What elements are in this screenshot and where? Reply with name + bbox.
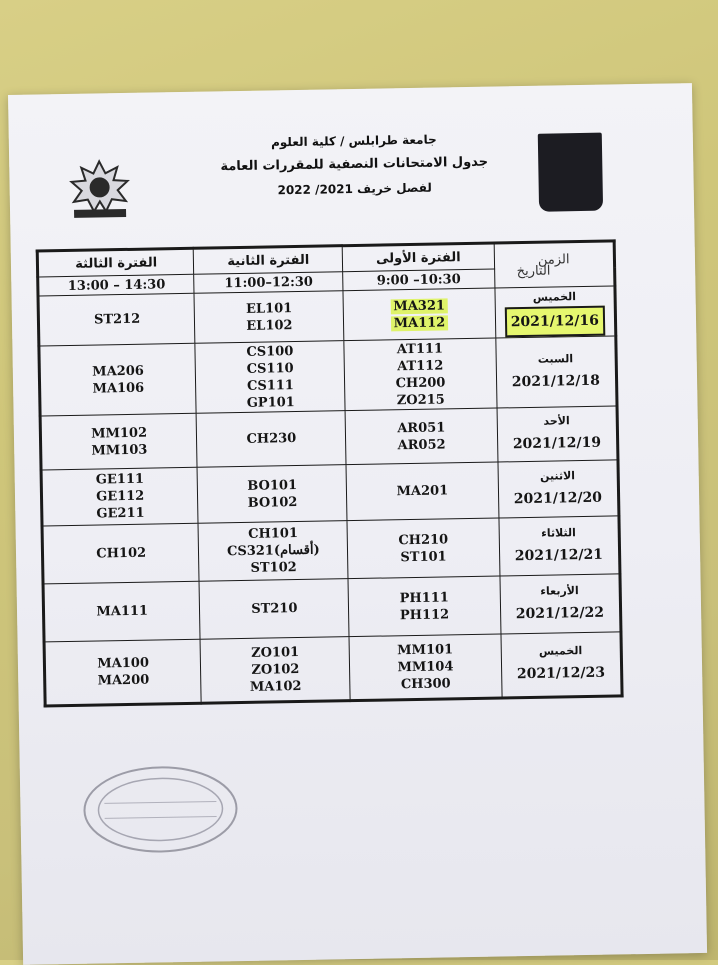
day-name: الثلاثاء <box>541 525 576 540</box>
course-code <box>204 599 344 618</box>
course-code-text: CS111 <box>246 377 295 394</box>
course-code <box>350 435 493 454</box>
period-cell-p3 <box>39 343 197 416</box>
course-code-text: AT112 <box>396 357 444 374</box>
period-cell-p3 <box>41 467 198 526</box>
course-code-text: MA102 <box>249 678 302 695</box>
day-name: الأربعاء <box>540 583 579 598</box>
corner-cell <box>494 241 615 288</box>
schedule-row <box>41 460 619 526</box>
schedule-rows <box>38 286 622 706</box>
schedule-row <box>42 516 620 584</box>
exam-date: 2021/12/20 <box>513 489 603 507</box>
course-code <box>204 558 344 577</box>
document-header <box>209 126 500 203</box>
period-cell-p2 <box>197 465 347 524</box>
period-cell-p2 <box>199 579 349 640</box>
course-code-text: BO102 <box>247 494 298 511</box>
period-1-time: 9:00 –10:30 <box>343 269 495 291</box>
corner-time-label: الزمن <box>537 251 570 268</box>
course-code-text: ST210 <box>251 601 298 617</box>
period-cell-p3 <box>44 639 202 706</box>
course-code-text: MA111 <box>96 603 149 620</box>
course-code-text: MM102 <box>91 425 148 442</box>
period-3-label: الفترة الثالثة <box>37 248 194 277</box>
course-code-text: MA106 <box>92 380 145 397</box>
course-code-text: MA321 <box>390 298 448 314</box>
course-code-text: ST102 <box>250 560 297 576</box>
university-emblem-icon <box>59 153 140 224</box>
day-name: الخميس <box>538 644 583 658</box>
course-code-text: CH101 <box>248 526 299 542</box>
course-code-text: GE112 <box>96 488 145 505</box>
period-3-time: 13:00 – 14:30 <box>38 274 195 296</box>
course-code <box>49 602 196 622</box>
shield-emblem-icon <box>538 133 603 212</box>
course-code <box>47 504 194 524</box>
course-code-text: CH230 <box>246 431 297 447</box>
course-code-text: CH200 <box>395 374 446 391</box>
course-code <box>350 390 493 409</box>
exam-date: 2021/12/19 <box>512 434 602 452</box>
course-code-text: MA112 <box>391 315 449 331</box>
period-cell-p3 <box>38 293 195 346</box>
schedule-row <box>40 406 618 470</box>
period-2-time: 11:00–12:30 <box>194 272 343 294</box>
official-stamp <box>80 761 242 859</box>
course-code <box>45 378 192 398</box>
course-code-text: GE111 <box>95 471 145 488</box>
period-cell-p3 <box>40 413 197 470</box>
date-cell <box>501 632 623 698</box>
course-code-text: GP101 <box>246 394 295 411</box>
corner-date-label: التاريخ <box>516 263 551 279</box>
exam-date: 2021/12/21 <box>514 546 604 564</box>
period-cell-p1 <box>345 408 497 465</box>
period-cell-p1 <box>343 288 495 341</box>
period-cell-p1 <box>347 518 499 579</box>
course-code <box>352 547 495 566</box>
course-code-text: ZO102 <box>251 661 300 678</box>
course-code-text: ZO101 <box>251 644 300 661</box>
period-cell-p2 <box>195 341 345 414</box>
period-cell-p3 <box>43 581 200 642</box>
course-code <box>353 605 496 624</box>
course-code <box>50 671 197 691</box>
course-code-text: CS110 <box>246 360 294 377</box>
course-code <box>48 544 195 564</box>
course-code-text: AR052 <box>397 436 446 453</box>
period-cell-p3 <box>42 523 199 584</box>
course-code-text: MA201 <box>396 483 449 500</box>
document-paper <box>8 83 707 965</box>
day-name: الخميس <box>532 289 577 304</box>
course-code-text: GE211 <box>96 505 145 522</box>
course-code <box>348 313 491 332</box>
course-code-text: PH111 <box>399 589 449 606</box>
course-code <box>201 429 341 448</box>
date-cell <box>495 336 617 408</box>
period-cell-p2 <box>194 291 344 344</box>
course-code-text: CH102 <box>96 545 147 562</box>
course-code <box>351 482 494 501</box>
course-code-text: BO101 <box>247 477 298 494</box>
course-code <box>46 440 193 460</box>
exam-date: 2021/12/22 <box>515 604 605 622</box>
period-2-label: الفترة الثانية <box>194 246 343 275</box>
course-code-text: MA100 <box>97 655 150 672</box>
course-code-text: EL102 <box>246 317 293 334</box>
period-cell-p1 <box>346 462 498 521</box>
course-code-text: CH210 <box>398 531 449 548</box>
course-code-text: CH300 <box>400 675 451 692</box>
period-cell-p1 <box>344 338 496 411</box>
period-cell-p2 <box>200 637 350 704</box>
course-code <box>44 310 191 330</box>
day-name: الاثنين <box>539 468 576 483</box>
exam-schedule-table <box>36 239 624 707</box>
semester-line: لفصل خريف 2021/ 2022 <box>277 180 432 198</box>
period-cell-p2 <box>197 411 347 468</box>
period-cell-p2 <box>198 521 348 582</box>
schedule-row <box>39 336 617 416</box>
period-cell-p1 <box>348 576 500 637</box>
day-name: السبت <box>537 351 574 366</box>
course-code-text: ST212 <box>93 311 141 328</box>
course-code-text: MA206 <box>92 363 144 380</box>
course-code-text: EL101 <box>245 300 293 317</box>
course-code-text: MM103 <box>91 442 148 459</box>
exam-date: 2021/12/23 <box>516 664 606 683</box>
course-code-text: ZO215 <box>396 391 445 408</box>
course-code-text: MA200 <box>97 672 150 689</box>
course-code <box>199 316 339 335</box>
course-code <box>354 674 497 693</box>
course-code-text: MM101 <box>397 641 454 658</box>
course-code-text: ST101 <box>400 548 447 565</box>
course-code <box>201 393 341 412</box>
course-code-text: CS100 <box>246 343 294 360</box>
date-cell <box>500 574 621 634</box>
course-code <box>206 677 346 696</box>
date-cell <box>495 286 616 338</box>
highlighted-date: 2021/12/16 <box>504 305 605 337</box>
university-line: جامعة طرابلس / كلية العلوم <box>270 132 437 150</box>
schedule-row <box>44 632 622 706</box>
date-cell <box>498 460 619 518</box>
schedule-row <box>43 574 621 642</box>
day-name: الأحد <box>543 413 570 428</box>
period-cell-p1 <box>349 634 501 701</box>
date-cell <box>497 406 618 462</box>
course-code-text: MM104 <box>397 658 454 675</box>
exam-date: 2021/12/18 <box>511 372 601 390</box>
exam-date <box>499 305 610 337</box>
course-code-text: CS321(أقسام) <box>226 542 320 560</box>
page-title: جدول الامتحانات النصفية للمقررات العامة <box>220 154 489 175</box>
course-code-text: AT111 <box>396 340 444 357</box>
date-cell <box>499 516 620 576</box>
period-1-label: الفترة الأولى <box>342 243 494 272</box>
course-code <box>202 493 342 512</box>
course-code-text: PH112 <box>399 606 450 623</box>
course-code-text: AR051 <box>397 419 446 436</box>
